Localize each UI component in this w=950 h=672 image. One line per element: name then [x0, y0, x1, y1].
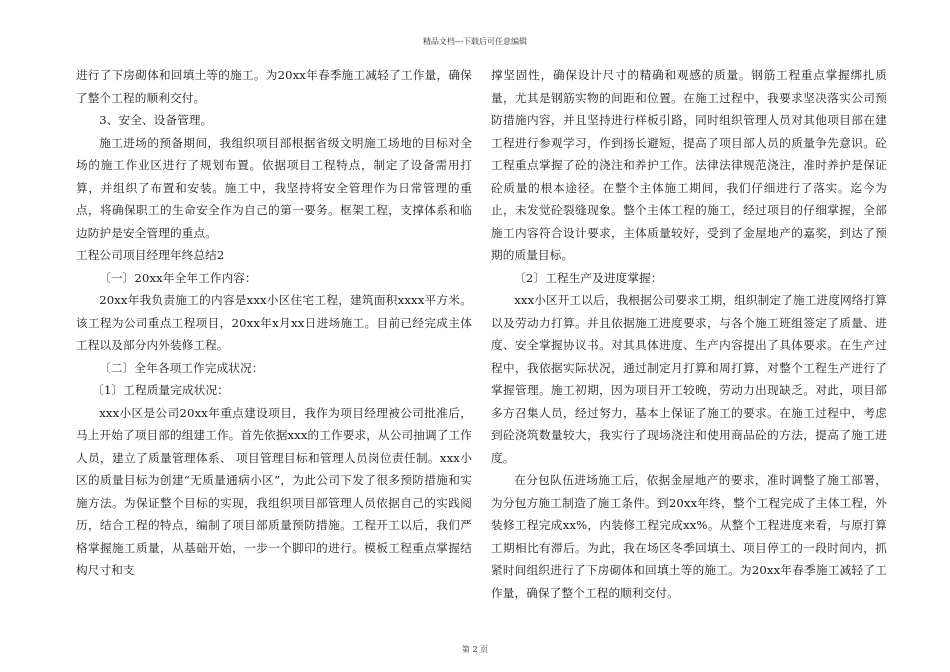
paragraph: 撑坚固性，确保设计尺寸的精确和观感的质量。钢筋工程重点掌握绑扎质量，尤其是钢筋实物的间距和位置。在施工过程中，我要求坚决落实公司预防措施内容，并且坚持进行样板引路，同时组织管理人员对其他项目部在建工程进行参观学习，作到扬长避短，提高了项目部人员的质量争先意识。砼工程重点掌握了砼的浇注和养护工作。法律法律规范浇注，准时养护是保证砼质量的根本途径。在整个主体施工期间，我们仔细进行了落实。迄今为止，未发觉砼裂缝现象。整个主体工程的施工，经过项目的仔细掌握，全部施工内容符合设计要求，主体质量较好，受到了金屋地产的嘉奖，到达了预期的质量目标。	[491, 68, 887, 262]
subsection-heading: 〔1〕工程质量完成状况：	[92, 383, 229, 397]
paragraph: xxx小区开工以后，我根据公司要求工期，组织制定了施工进度网络打算以及劳动力打算。并且依据施工进度要求，与各个施工班组签定了质量、进度、安全掌握协议书。对其具体进度、生产内容提出了具体要求。在生产过程中，我依据实际状况，通过制定月打算和周打算，对整个工程生产进行了掌握管理。施工初期，因为项目开工较晚，劳动力出现缺乏。对此，项目部多方召集人员，经过努力，基本上保证了施工的要求。在施工过程中，考虑到砼浇筑数量较大，我实行了现场浇注和使用商品砼的方法，提高了施工进度。	[491, 293, 887, 465]
section-heading: 〔二〕全年各项工作完成状况：	[99, 360, 264, 375]
subsection-heading: 〔2〕工程生产及进度掌握：	[514, 270, 663, 285]
document-title: 工程公司项目经理年终总结2	[76, 248, 225, 262]
section-heading: 3、安全、设备管理。	[99, 113, 213, 127]
right-column	[491, 64, 887, 604]
section-heading: 〔一〕20xx年全年工作内容：	[99, 270, 257, 285]
paragraph: 进行了下房砌体和回填土等的施工。为20xx年春季施工减轻了工作量，确保了整个工程的顺利交付。	[76, 68, 472, 105]
paragraph: 在分包队伍进场施工后，依据金屋地产的要求，准时调整了施工部署，为分包方施工制造了施工条件。到20xx年终，整个工程完成了主体工程，外装修工程完成xx%，内装修工程完成xx%。从整个工程进度来看，与原打算工期相比有滞后。为此，我在场区冬季回填土、项目停工的一段时间内，抓紧时间组织进行了下房砌体和回填土等的施工。为20xx年春季施工减轻了工作量，确保了整个工程的顺利交付。	[491, 473, 887, 600]
page-number: 第 2 页	[461, 645, 489, 654]
page-header: 精品文档---下载后可任意编辑	[422, 37, 528, 46]
paragraph: xxx小区是公司20xx年重点建设项目，我作为项目经理被公司批准后，马上开始了项目部的组建工作。首先依据xxx的工作要求，从公司抽调了工作人员，建立了质量管理体系、 项目管理目标和管理人员岗位责任制。xxx小区的质量目标为创建“无质量通病小区”，为此公司下发了很多预防措施和实施方法。为保证整个目标的实现，我组织项目部管理人员依据自己的实践阅历，结合工程的特点，编制了项目部质量预防措施。工程开工以后，我们严格掌握施工质量，从基础开始，一步一个脚印的进行。模板工程重点掌握结构尺寸和支	[76, 405, 472, 577]
paragraph: 20xx年我负责施工的内容是xxx小区住宅工程，建筑面积xxxx平方米。该工程为公司重点工程项目，20xx年x月xx日进场施工。目前已经完成主体工程以及部分内外装修工程。	[76, 293, 472, 352]
paragraph: 施工进场的预备期间，我组织项目部根据省级文明施工场地的目标对全场的施工作业区进行了规划布置。依据项目工程特点，制定了设备需用打算，并组织了布置和安装。施工中，我坚持将安全管理作为日常管理的重点，将确保职工的生命安全作为自己的第一要务。框架工程，支撑体系和临边防护是安全管理的重点。	[76, 135, 472, 240]
left-column	[76, 64, 472, 582]
